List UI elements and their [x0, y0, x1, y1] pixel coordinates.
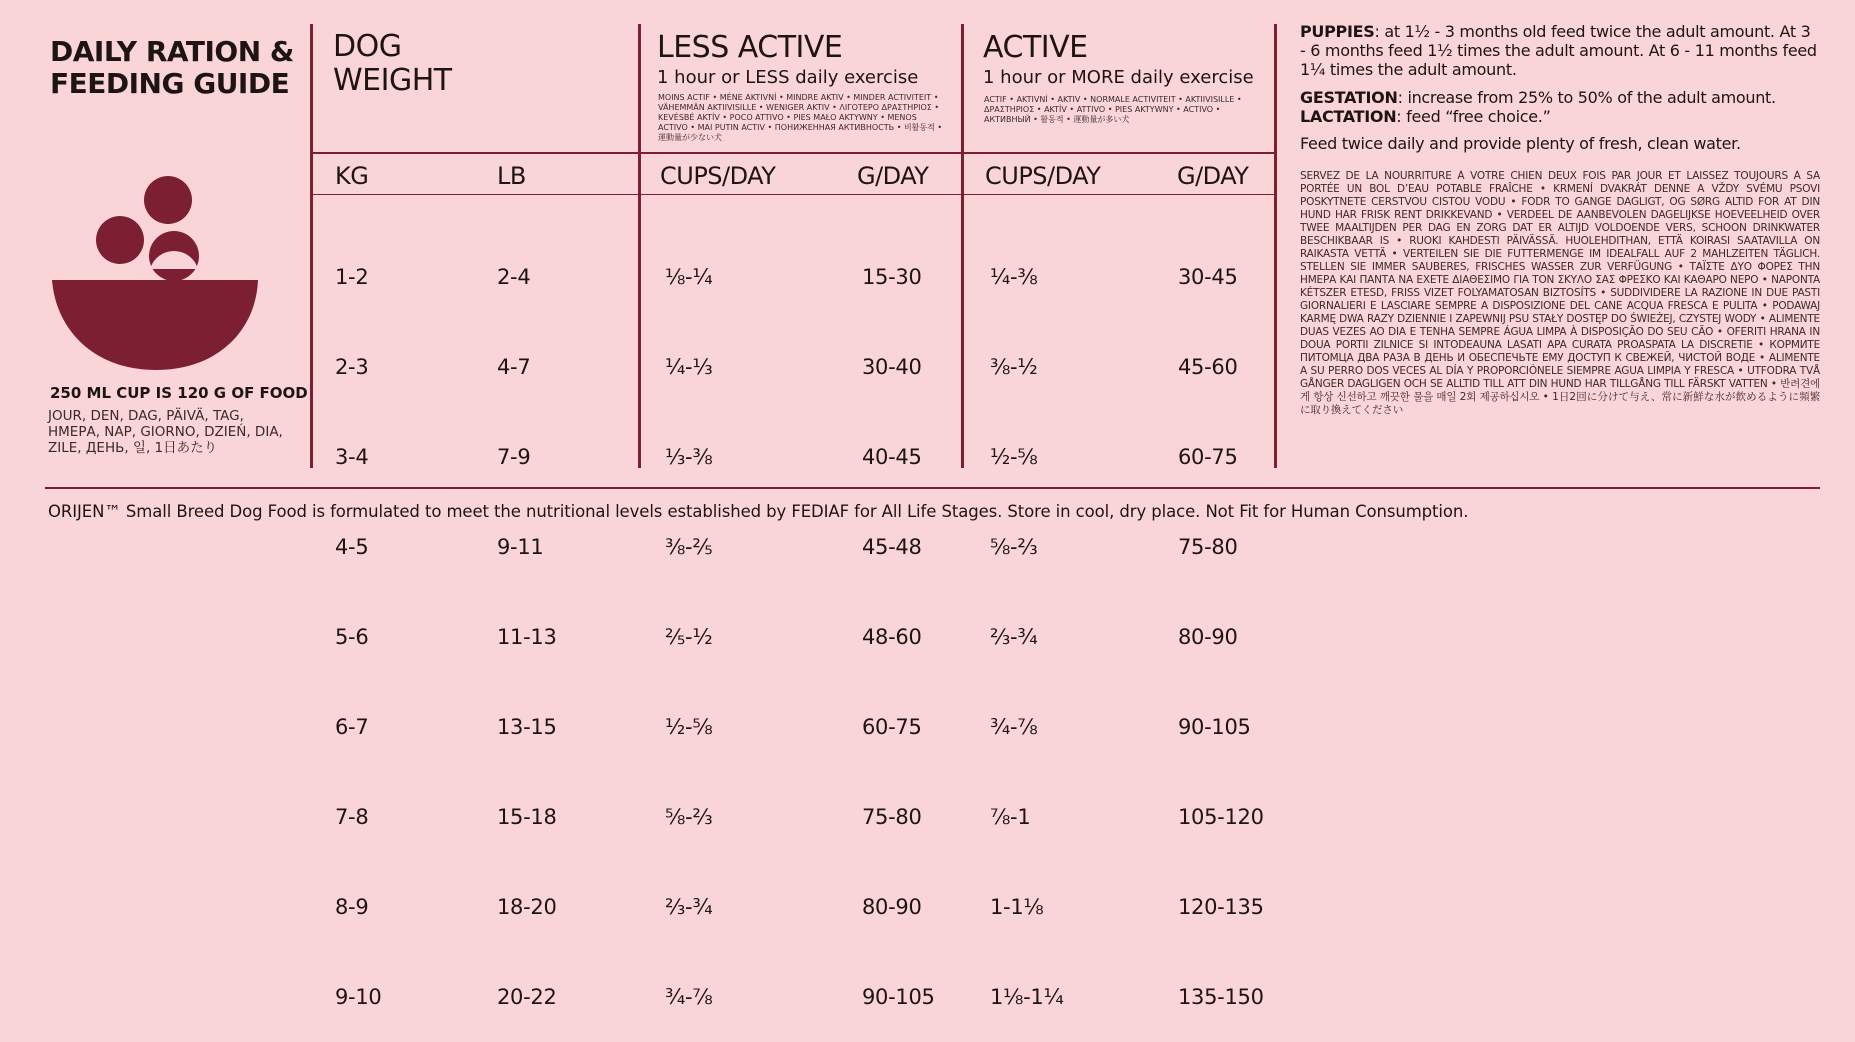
active-sub: 1 hour or MORE daily exercise [983, 67, 1254, 88]
active-g-header: G/DAY [1177, 162, 1249, 190]
table-cell: ¾-⅞ [990, 715, 1038, 739]
table-cell: 9-10 [335, 985, 382, 1009]
table-cell: 80-90 [862, 895, 922, 919]
table-cell: 1-1⅛ [990, 895, 1044, 919]
header-rule [310, 152, 1277, 154]
table-cell: 1-2 [335, 265, 369, 289]
less-active-heading: LESS ACTIVE [657, 30, 843, 65]
table-cell: 2-3 [335, 355, 369, 379]
lactation-text: : feed “free choice.” [1396, 107, 1551, 126]
kg-header: KG [335, 162, 369, 190]
multilingual-note: SERVEZ DE LA NOURRITURE À VOTRE CHIEN DEUX FOIS PAR JOUR ET LAISSEZ TOUJOURS À SA PORTÉE UN BOL D’EAU POTABLE FRAÎCHE • KRMENÍ DVAKRÁT DENNE A VŽDY SVÉMU PSOVI POSKYTNETE CERSTVOU CISTOU VODU • FODR TO GANGE DAGLIGT, OG SØRG ALTID FOR AT DIN HUND HAR FRISK RENT DRIKKEVAND • VERDEEL DE AANBEVOLEN DAGELIJKSE HOEVEELHEID OVER TWEE MAALTIJDEN PER DAG EN ZORG DAT ER ALTIJD VOLDOENDE VERS, SCHOON DRINKWATER BESCHIKBAAR IS • RUOKI KAHDESTI PÄIVÄSSÄ. HUOLEHDITHAN, ETTÄ KOIRASI SAATAVILLA ON RAIKASTA VETTÄ • VERTEILEN SIE DIE FUTTERMENGE IM IDEALFALL AUF 2 MAHLZEITEN TÄGLICH. STELLEN SIE IMMER SAUBERES, FRISCHES WASSER ZUR VERFÜGUNG • ΤΑΪΣΤΕ ΔΥΟ ΦΟΡΕΣ ΤΗΝ ΗΜΕΡΑ ΚΑΙ ΠΑΝΤΑ ΝΑ ΕΧΕΤΕ ΔΙΑΘΕΣΙΜΟ ΓΙΑ ΤΟΝ ΣΚΥΛΟ ΣΑΣ ΦΡΕΣΚΟ ΚΑΙ ΚΑΘΑΡΟ ΝΕΡΟ • NAPONTA KÉTSZER ETESD, FRISS VIZET FOLYAMATOSAN BIZTOSÍTS • SUDDIVIDERE LA RAZIONE IN DUE PASTI GIORNALIERI E LASCIARE SEMPRE A DISPOSIZIONE DEL CANE ACQUA FRESCA E PULITA • PODAWAJ KARMĘ DWA RAZY DZIENNIE I ZAPEWNIJ PSU STAŁY DOSTĘP DO ŚWIEŻEJ, CZYSTEJ WODY • ALIMENTE DUAS VEZES AO DIA E TENHA SEMPRE ÁGUA LIMPA À DISPOSIÇÃO DO SEU CÃO • OFERITI HRANA IN DOUA PORTII ZILNICE SI INTODEAUNA LASATI APA CURATA PROASPATA LA DISCRETIE • КОРМИТЕ ПИТОМЦА ДВА РАЗА В ДЕНЬ И ОБЕСПЕЧЬТЕ ЕМУ ДОСТУП К СВЕЖЕЙ, ЧИСТОЙ ВОДЕ • ALIMENTE A SU PERRO DOS VECES AL DÍA Y PROPORCIÓNELE SIEMPRE AGUA LIMPIA Y FRESCA • UTFODRA TVÅ GÅNGER DAGLIGEN OCH SE ALLTID TILL ATT DIN HUND HAR TILLGÅNG TILL FÄRSKT VATTEN • 반려견에게 항상 신선하고 깨끗한 물을 매일 2회 제공하십시오 • 1日2回に分けて与え、常に新鮮な水が飲めるように頻繁に取り換えてください [1300, 170, 1820, 416]
table-cell: ⅜-½ [990, 355, 1038, 379]
less-cups-column [665, 202, 712, 1042]
table-cell: ½-⅝ [665, 715, 713, 739]
table-cell: 40-45 [862, 445, 922, 469]
gestation-note [1300, 88, 1820, 107]
table-cell: 6-7 [335, 715, 369, 739]
table-cell: 4-7 [497, 355, 531, 379]
gestation-label: GESTATION [1300, 88, 1398, 107]
table-cell: 4-5 [335, 535, 369, 559]
table-cell: ⅝-⅔ [990, 535, 1038, 559]
puppies-text: : at 1½ - 3 months old feed twice the adult amount. At 3 - 6 months feed 1½ times the adult amount. At 6 - 11 months feed 1¼ times the adult amount. [1300, 22, 1817, 79]
table-cell: 20-22 [497, 985, 557, 1009]
table-cell: 15-18 [497, 805, 557, 829]
gestation-text: : increase from 25% to 50% of the adult amount. [1397, 88, 1776, 107]
table-cell: 75-80 [1178, 535, 1238, 559]
puppies-label: PUPPIES [1300, 22, 1375, 41]
active-g-column [1178, 202, 1264, 1042]
guide-title: DAILY RATION & FEEDING GUIDE [50, 35, 294, 100]
kg-column [335, 202, 381, 1042]
lactation-note [1300, 107, 1820, 126]
table-cell: ⅛-¼ [665, 265, 713, 289]
table-cell: ⅔-¾ [665, 895, 713, 919]
table-cell: 30-45 [1178, 265, 1238, 289]
less-g-header: G/DAY [857, 162, 929, 190]
table-cell: 1⅛-1¼ [990, 985, 1064, 1009]
table-cell: 48-60 [862, 625, 922, 649]
less-active-translations: MOINS ACTIF • MÉNE AKTIVNÍ • MINDRE AKTIV • MINDER ACTIVITEIT • VÄHEMMÄN AKTIIVISILLE • WENIGER AKTIV • ΛΙΓΟΤΕΡΟ ΔΡΑΣΤΗΡΙΟΣ • KEVÉSBÉ AKTÍV • POCO ATTIVO • PIES MAŁO AKTYWNY • MENOS ACTIVO • MAI PUTIN ACTIV • ПОНИЖЕННАЯ АКТИВНОСТЬ • 비활동적 • 運動量が少ない犬 [658, 93, 943, 142]
table-cell: 60-75 [862, 715, 922, 739]
table-cell: 45-48 [862, 535, 922, 559]
table-cell: 135-150 [1178, 985, 1264, 1009]
divider-2 [638, 24, 641, 468]
less-active-sub: 1 hour or LESS daily exercise [657, 67, 919, 88]
table-cell: ⅖-½ [665, 625, 713, 649]
per-day-note: JOUR, DEN, DAG, PÄIVÄ, TAG, ΗΜΕΡΑ, NAP, GIORNO, DZIEŃ, DIA, ZILE, ДЕНЬ, 일, 1日あたり [48, 408, 283, 456]
feed-twice-note: Feed twice daily and provide plenty of fresh, clean water. [1300, 134, 1741, 153]
table-cell: 90-105 [1178, 715, 1251, 739]
divider-4 [1274, 24, 1277, 468]
active-heading: ACTIVE [983, 30, 1088, 65]
table-cell: ⅜-⅖ [665, 535, 713, 559]
table-cell: 9-11 [497, 535, 544, 559]
table-cell: 7-9 [497, 445, 531, 469]
less-g-column [862, 202, 935, 1042]
table-cell: ⅞-1 [990, 805, 1031, 829]
table-cell: 8-9 [335, 895, 369, 919]
cup-note: 250 ML CUP IS 120 G OF FOOD [50, 384, 308, 402]
table-cell: 45-60 [1178, 355, 1238, 379]
divider-1 [310, 24, 313, 468]
table-cell: 18-20 [497, 895, 557, 919]
table-cell: 3-4 [335, 445, 369, 469]
table-cell: 80-90 [1178, 625, 1238, 649]
table-cell: 11-13 [497, 625, 557, 649]
active-cups-header: CUPS/DAY [985, 162, 1101, 190]
table-cell: 5-6 [335, 625, 369, 649]
lactation-label: LACTATION [1300, 107, 1397, 126]
table-cell: ¼-⅓ [665, 355, 713, 379]
table-cell: ⅝-⅔ [665, 805, 713, 829]
table-cell: ¼-⅜ [990, 265, 1038, 289]
table-cell: 120-135 [1178, 895, 1264, 919]
footer-statement: ORIJEN™ Small Breed Dog Food is formulated to meet the nutritional levels established by FEDIAF for All Life Stages. Store in cool, dry place. Not Fit for Human Consumption. [48, 502, 1469, 521]
table-cell: ⅔-¾ [990, 625, 1038, 649]
table-cell: 60-75 [1178, 445, 1238, 469]
dog-weight-heading: DOG WEIGHT [333, 29, 452, 98]
less-cups-header: CUPS/DAY [660, 162, 776, 190]
table-cell: 13-15 [497, 715, 557, 739]
table-cell: 90-105 [862, 985, 935, 1009]
table-cell: 15-30 [862, 265, 922, 289]
subheader-rule [310, 194, 1277, 195]
table-cell: ½-⅝ [990, 445, 1038, 469]
table-cell: 75-80 [862, 805, 922, 829]
puppies-note [1300, 22, 1820, 79]
table-cell: ¾-⅞ [665, 985, 713, 1009]
table-cell: 30-40 [862, 355, 922, 379]
table-cell: ⅓-⅜ [665, 445, 713, 469]
food-bowl-icon [48, 170, 268, 375]
table-cell: 105-120 [1178, 805, 1264, 829]
divider-3 [961, 24, 964, 468]
active-translations: ACTIF • AKTIVNÍ • AKTIV • NORMALE ACTIVITEIT • AKTIIVISILLE • ΔΡΑΣΤΗΡΙΟΣ • AKTÍV • ATTIVO • PIES AKTYWNY • ACTIVO • АКТИВНЫЙ • 활동적 • 運動量が多い犬 [984, 95, 1242, 124]
lb-column [497, 202, 557, 1042]
table-cell: 2-4 [497, 265, 531, 289]
lb-header: LB [497, 162, 526, 190]
table-cell: 7-8 [335, 805, 369, 829]
active-cups-column [990, 202, 1064, 1042]
